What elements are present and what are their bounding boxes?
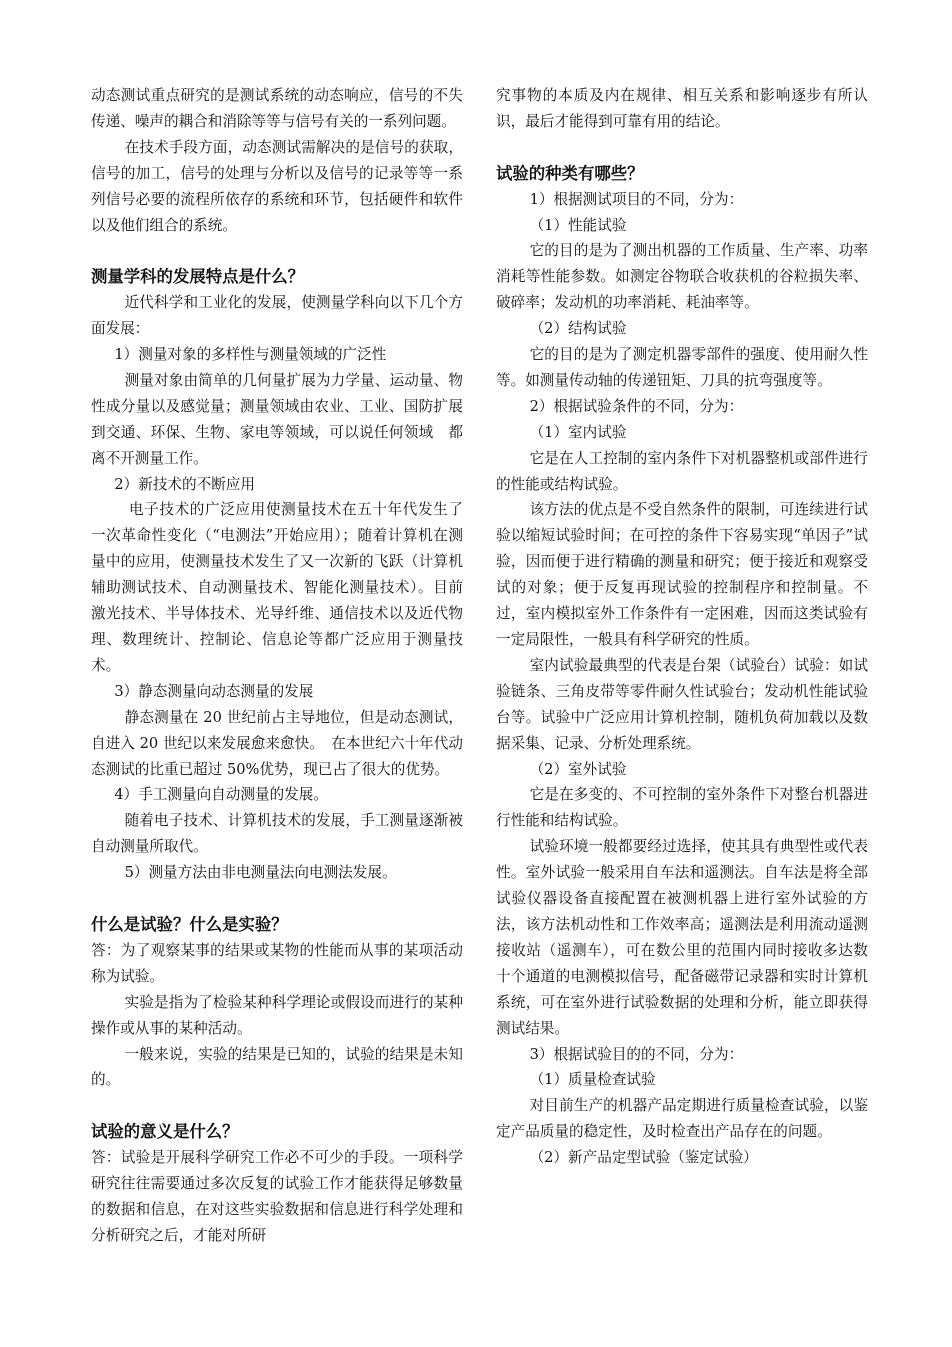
paragraph: 它是在人工控制的室内条件下对机器整机或部件进行的性能或结构试验。: [496, 449, 868, 493]
paragraph: 测量对象由简单的几何量扩展为力学量、运动量、物性成分量以及感觉量；测量领域由农业、工业、国防扩展到交通、环保、生物、家电等领域，可以说任何领域 都离不开测量工作。: [91, 371, 463, 467]
section-heading: 什么是试验？什么是实验？: [91, 914, 288, 934]
list-item: （2）室外试验: [529, 760, 627, 778]
section-heading: 试验的意义是什么？: [91, 1122, 239, 1142]
list-item: 1）根据测试项目的不同，分为：: [529, 190, 744, 208]
paragraph: 究事物的本质及内在规律、相互关系和影响逐步有所认识，最后才能得到可靠有用的结论。: [496, 87, 868, 130]
paragraph: 近代科学和工业化的发展，使测量学科向以下几个方面发展：: [91, 294, 463, 338]
list-item: 1）测量对象的多样性与测量领域的广泛性: [114, 346, 387, 364]
paragraph: 在技术手段方面，动态测试需解决的是信号的获取，信号的加工，信号的处理与分析以及信号的记录等等一系列信号必要的流程所依存的系统和环节，包括硬件和软件以及他们组合的系统。: [91, 138, 463, 234]
paragraph: 对目前生产的机器产品定期进行质量检查试验，以鉴定产品质量的稳定性，及时检查出产品存在的问题。: [496, 1097, 868, 1141]
paragraph: 试验环境一般都要经过选择，使其具有典型性或代表性。室外试验一般采用自车法和遥测法。自车法是将全部试验仪器设备直接配置在被测机器上进行室外试验的方法，该方法机动性和工作效率高；遥测法是利用流动遥测接收站（遥测车），可在数公里的范围内同时接收多达数十个通道的电测模拟信号，配备磁带记录器和实时计算机系统，可在室外进行试验数据的处理和分析，能立即获得测试结果。: [496, 838, 868, 1037]
paragraph: 实验是指为了检验某种科学理论或假设而进行的某种操作或从事的某种活动。: [91, 993, 463, 1037]
list-item: 5）测量方法由非电测量法向电测法发展。: [124, 864, 397, 882]
paragraph: 一般来说，实验的结果是已知的，试验的结果是未知的。: [91, 1045, 463, 1089]
paragraph: 静态测量在 20 世纪前占主导地位，但是动态测试，自进入 20 世纪以来发展愈来愈快。 在本世纪六十年代动态测试的比重已超过 50%优势，现已占了很大的优势。: [91, 708, 463, 778]
left-column: [91, 83, 463, 1249]
paragraph: 它的目的是为了测定机器零部件的强度、使用耐久性等。如测量传动轴的传递钮矩、刀具的抗弯强度等。: [496, 346, 868, 389]
list-item: （2）结构试验: [529, 320, 627, 338]
paragraph: 它是在多变的、不可控制的室外条件下对整台机器进行性能和结构试验。: [496, 786, 868, 830]
paragraph: 随着电子技术、计算机技术的发展，手工测量逐渐被自动测量所取代。: [91, 812, 463, 856]
list-item: （2）新产品定型试验（鉴定试验）: [529, 1149, 758, 1167]
paragraph: 电子技术的广泛应用使测量技术在五十年代发生了一次革命性变化（“电测法”开始应用）；随着计算机在测量中的应用，使测量技术发生了又一次新的飞跃（计算机辅助测试技术、自动测量技术、智能化测量技术）。目前激光技术、半导体技术、光导纤维、通信技术以及近代物理、数理统计、控制论、信息论等都广泛应用于测量技术。: [91, 501, 463, 674]
list-item: （1）质量检查试验: [529, 1071, 656, 1089]
paragraph: 答：为了观察某事的结果或某物的性能而从事的某项活动称为试验。: [91, 941, 463, 985]
list-item: 4）手工测量向自动测量的发展。: [114, 786, 328, 804]
list-item: 3）静态测量向动态测量的发展: [114, 682, 314, 700]
list-item: （1）性能试验: [529, 216, 627, 234]
paragraph: 答：试验是开展科学研究工作必不可少的手段。一项科学研究往往需要通过多次反复的试验工作才能获得足够数量的数据和信息，在对这些实验数据和信息进行科学处理和分析研究之后，才能对所研: [91, 1149, 463, 1244]
right-column: [496, 83, 868, 1171]
paragraph: 它的目的是为了测出机器的工作质量、生产率、功率消耗等性能参数。如测定谷物联合收获机的谷粒损失率、破碎率；发动机的功率消耗、耗油率等。: [496, 242, 868, 312]
paragraph: 该方法的优点是不受自然条件的限制，可连续进行试验以缩短试验时间；在可控的条件下容易实现“单因子”试验，因而便于进行精确的测量和研究；便于接近和观察受试的对象；便于反复再现试验的控制程序和控制量。不过，室内模拟室外工作条件有一定困难，因而这类试验有一定局限性，一般具有科学研究的性质。: [496, 501, 868, 649]
list-item: 3）根据试验目的的不同，分为：: [529, 1045, 744, 1063]
paragraph: 室内试验最典型的代表是台架（试验台）试验：如试验链条、三角皮带等零件耐久性试验台；发动机性能试验台等。试验中广泛应用计算机控制，随机负荷加载以及数据采集、记录、分析处理系统。: [496, 656, 868, 752]
list-item: 2）新技术的不断应用: [114, 475, 255, 493]
list-item: （1）室内试验: [529, 423, 627, 441]
section-heading: 测量学科的发展特点是什么？: [91, 267, 305, 287]
section-heading: 试验的种类有哪些？: [496, 163, 644, 183]
paragraph: 动态测试重点研究的是测试系统的动态响应，信号的不失传递、噪声的耦合和消除等等与信号有关的一系列问题。: [91, 87, 463, 130]
list-item: 2）根据试验条件的不同，分为：: [529, 397, 744, 415]
